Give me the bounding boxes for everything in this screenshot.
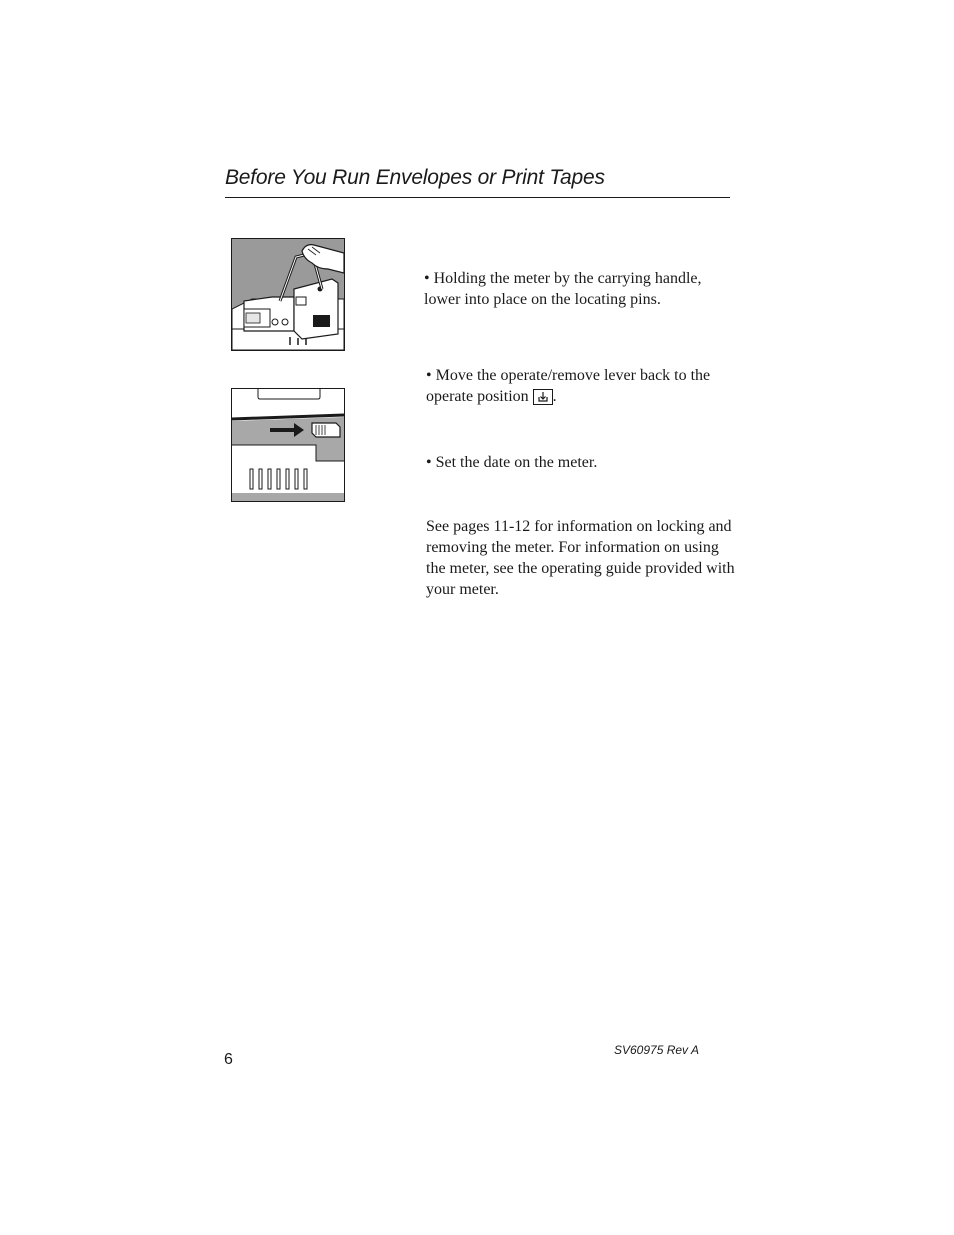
step-trailing: .: [552, 388, 557, 405]
section-title: Before You Run Envelopes or Print Tapes: [225, 166, 605, 189]
reference-note: See pages 11-12 for information on locking and removing the meter. For information on using the meter, see the operating guide provided with your meter.: [426, 518, 735, 598]
step-set-date: [426, 452, 726, 473]
illustration-operate-lever: [231, 388, 345, 502]
step-bullet: •: [426, 367, 432, 384]
operate-position-icon: [533, 389, 553, 405]
step-bullet: •: [424, 270, 430, 287]
step-text: Holding the meter by the carrying handle, lower into place on the locating pins.: [424, 270, 702, 308]
illustration-lower-meter: [231, 238, 345, 351]
title-rule: [225, 197, 730, 198]
page-number: 6: [224, 1051, 233, 1068]
step-operate-lever: [426, 365, 726, 407]
document-code: SV60975 Rev A: [614, 1043, 699, 1057]
step-text: Set the date on the meter.: [435, 454, 598, 471]
step-text: Move the operate/remove lever back to the operate position: [426, 367, 711, 405]
step-bullet: •: [426, 454, 432, 471]
step-lower-meter: [424, 268, 734, 310]
